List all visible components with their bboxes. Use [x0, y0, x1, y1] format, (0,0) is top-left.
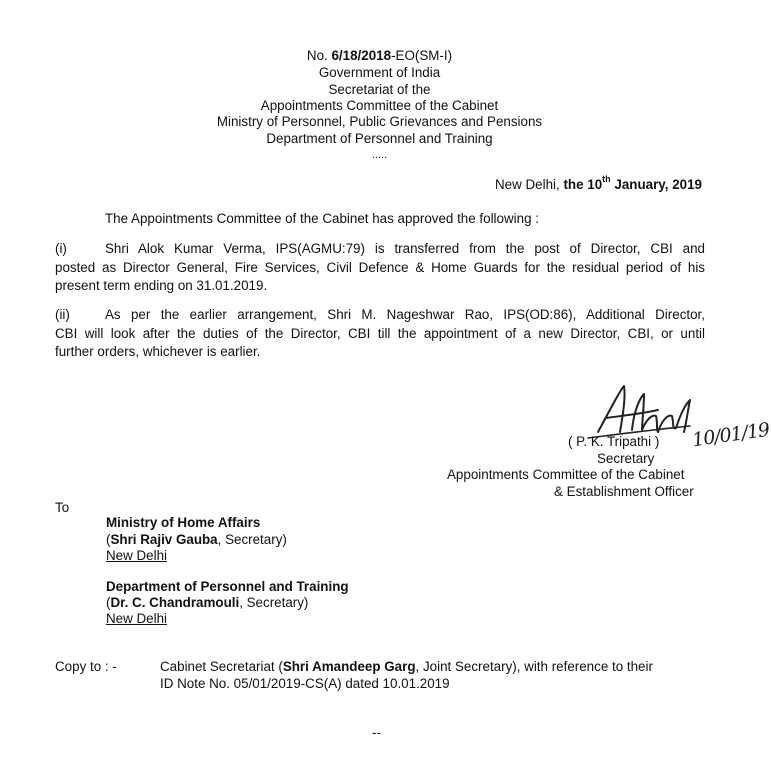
file-number: No. 6/18/2018-EO(SM-I)	[306, 48, 453, 63]
recipient-1-city: New Delhi	[106, 548, 168, 563]
page-end-mark: --	[372, 725, 381, 740]
handwritten-date: 10/01/19	[690, 418, 771, 452]
order-item-2: (ii) As per the earlier arrangement, Shri M. Nageshwar Rao, IPS(OD:86), Additional Director, CBI will look after the duties of the Director, CBI till the appointment of a new Director, CBI, or until further orders, whichever is earlier.	[55, 307, 705, 359]
recipient-2-person: (Dr. C. Chandramouli, Secretary)	[106, 595, 309, 610]
item-number: (ii)	[55, 307, 70, 322]
item-number: (i)	[55, 241, 67, 256]
header-government: Government of India	[318, 65, 441, 80]
signatory-title: Secretary	[597, 451, 655, 466]
header-department: Department of Personnel and Training	[266, 131, 493, 146]
recipient-2-city: New Delhi	[106, 611, 168, 626]
recipient-2-org: Department of Personnel and Training	[106, 579, 349, 594]
intro-text: The Appointments Committee of the Cabinet has approved the following :	[105, 211, 539, 226]
header-acc: Appointments Committee of the Cabinet	[260, 98, 499, 113]
order-item-1: (i) Shri Alok Kumar Verma, IPS(AGMU:79) is transferred from the post of Director, CBI and posted as Director General, Fire Services, Civil Defence & Home Guards for the residual period of his present term ending on 31.01.2019.	[55, 241, 705, 293]
recipient-1-org: Ministry of Home Affairs	[106, 515, 261, 530]
header-secretariat: Secretariat of the	[328, 82, 431, 97]
copy-to-line-1: Cabinet Secretariat (Shri Amandeep Garg, Joint Secretary), with reference to their	[160, 659, 653, 674]
header-ministry: Ministry of Personnel, Public Grievances and Pensions	[216, 114, 543, 129]
copy-to-label: Copy to : -	[55, 659, 117, 674]
to-label: To	[55, 500, 70, 515]
signatory-committee: Appointments Committee of the Cabinet	[447, 467, 685, 482]
header-dots: .....	[371, 149, 388, 161]
signatory-office: & Establishment Officer	[554, 484, 694, 499]
copy-to-line-2: ID Note No. 05/01/2019-CS(A) dated 10.01.2019	[160, 676, 450, 691]
signatory-name: ( P. K. Tripathi )	[568, 434, 660, 449]
document-date: New Delhi, the 10th January, 2019	[495, 174, 702, 192]
recipient-1-person: (Shri Rajiv Gauba, Secretary)	[106, 532, 287, 547]
